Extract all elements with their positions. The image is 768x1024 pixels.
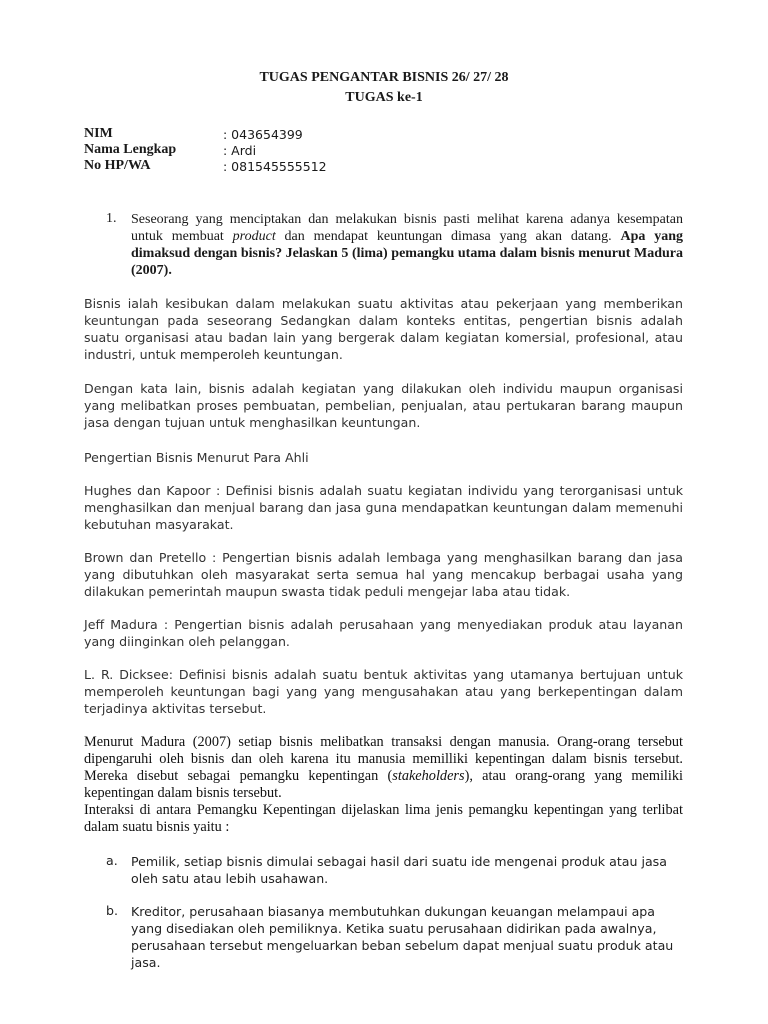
paragraph-jeff-madura: Jeff Madura : Pengertian bisnis adalah perusahaan yang menyediakan produk atau layanan yang diinginkan oleh pelanggan. — [84, 617, 683, 649]
list-item-creditor: Kreditor, perusahaan biasanya membutuhkan dukungan keuangan melampaui apa yang disediakan oleh pemiliknya. Ketika suatu perusahaan didirikan pada awalnya, perusahaan tersebut mengeluarkan beban sebelum dapat menjual suatu produk atau jasa. — [131, 904, 674, 970]
question-text — [131, 211, 683, 279]
madura-text-2: ), atau orang-orang yang memiliki kepentingan dalam bisnis tersebut. — [84, 768, 683, 801]
identity-value: : 081545555512 — [223, 159, 327, 174]
identity-value: : Ardi — [223, 143, 257, 158]
list-item-owner: Pemilik, setiap bisnis dimulai sebagai hasil dari suatu ide mengenai produk atau jasa oleh satu atau lebih usahawan. — [131, 854, 667, 886]
paragraph-other-words: Dengan kata lain, bisnis adalah kegiatan yang dilakukan oleh individu maupun organisasi yang melibatkan proses pembuatan, pembelian, penjualan, atau pertukaran barang maupun jasa dengan tujuan untuk menghasilkan keuntungan. — [84, 381, 683, 430]
paragraph-interaction: Interaksi di antara Pemangku Kepentingan dijelaskan lima jenis pemangku kepentingan yang terlibat dalam suatu bisnis yaitu : — [84, 802, 683, 835]
paragraph-definition: Bisnis ialah kesibukan dalam melakukan suatu aktivitas atau pekerjaan yang memberikan keuntungan pada seseorang Sedangkan dalam konteks entitas, pengertian bisnis adalah suatu organisasi atau badan lain yang bergerak dalam kegiatan komersial, profesional, atau industri, untuk memperoleh keuntungan. — [84, 296, 683, 362]
document-subtitle: TUGAS ke-1 — [345, 90, 423, 105]
question-bold: Apa yang dimaksud dengan bisnis? Jelaskan 5 (lima) pemangku utama dalam bisnis menurut Madura (2007). — [131, 229, 683, 278]
identity-label: Nama Lengkap — [84, 142, 177, 157]
madura-text-1: Menurut Madura (2007) setiap bisnis melibatkan transaksi dengan manusia. Orang-orang tersebut dipengaruhi oleh bisnis dan oleh karena itu manusia memilliki kepentingan dalam bisnis tersebut. Mereka disebut sebagai pemangku kepentingan ( — [84, 734, 683, 784]
paragraph-dicksee: L. R. Dicksee: Definisi bisnis adalah suatu bentuk aktivitas yang utamanya bertujuan untuk memperoleh keuntungan bagi yang yang mengusahakan atau yang berkepentingan dalam terjadinya aktivitas tersebut. — [84, 667, 683, 716]
paragraph-madura-2007 — [84, 734, 683, 802]
identity-label: No HP/WA — [84, 158, 151, 173]
question-italic: product — [232, 229, 276, 244]
question-number: 1. — [106, 211, 117, 226]
document-title: TUGAS PENGANTAR BISNIS 26/ 27/ 28 — [259, 70, 509, 85]
identity-label: NIM — [84, 126, 113, 141]
madura-italic: stakeholders — [392, 768, 465, 784]
identity-value: : 043654399 — [223, 127, 303, 142]
question-plain-2: dan mendapat keuntungan dimasa yang akan datang. — [275, 229, 621, 244]
paragraph-heading-experts: Pengertian Bisnis Menurut Para Ahli — [84, 450, 309, 465]
question-plain-1: Seseorang yang menciptakan dan melakukan bisnis pasti melihat karena adanya kesempatan untuk membuat — [131, 212, 683, 244]
list-marker: b. — [106, 903, 118, 918]
paragraph-hughes-kapoor: Hughes dan Kapoor : Definisi bisnis adalah suatu kegiatan individu yang terorganisasi untuk menghasilkan dan menjual barang dan jasa guna mendapatkan keuntungan dalam memenuhi kebutuhan masyarakat. — [84, 483, 683, 532]
list-marker: a. — [106, 853, 118, 868]
paragraph-brown-pretello: Brown dan Pretello : Pengertian bisnis adalah lembaga yang menghasilkan barang dan jasa yang dibutuhkan oleh masyarakat serta semua hal yang mencakup berbagai usaha yang dilakukan pemerintah maupun swasta tidak peduli mengejar laba atau tidak. — [84, 550, 683, 599]
